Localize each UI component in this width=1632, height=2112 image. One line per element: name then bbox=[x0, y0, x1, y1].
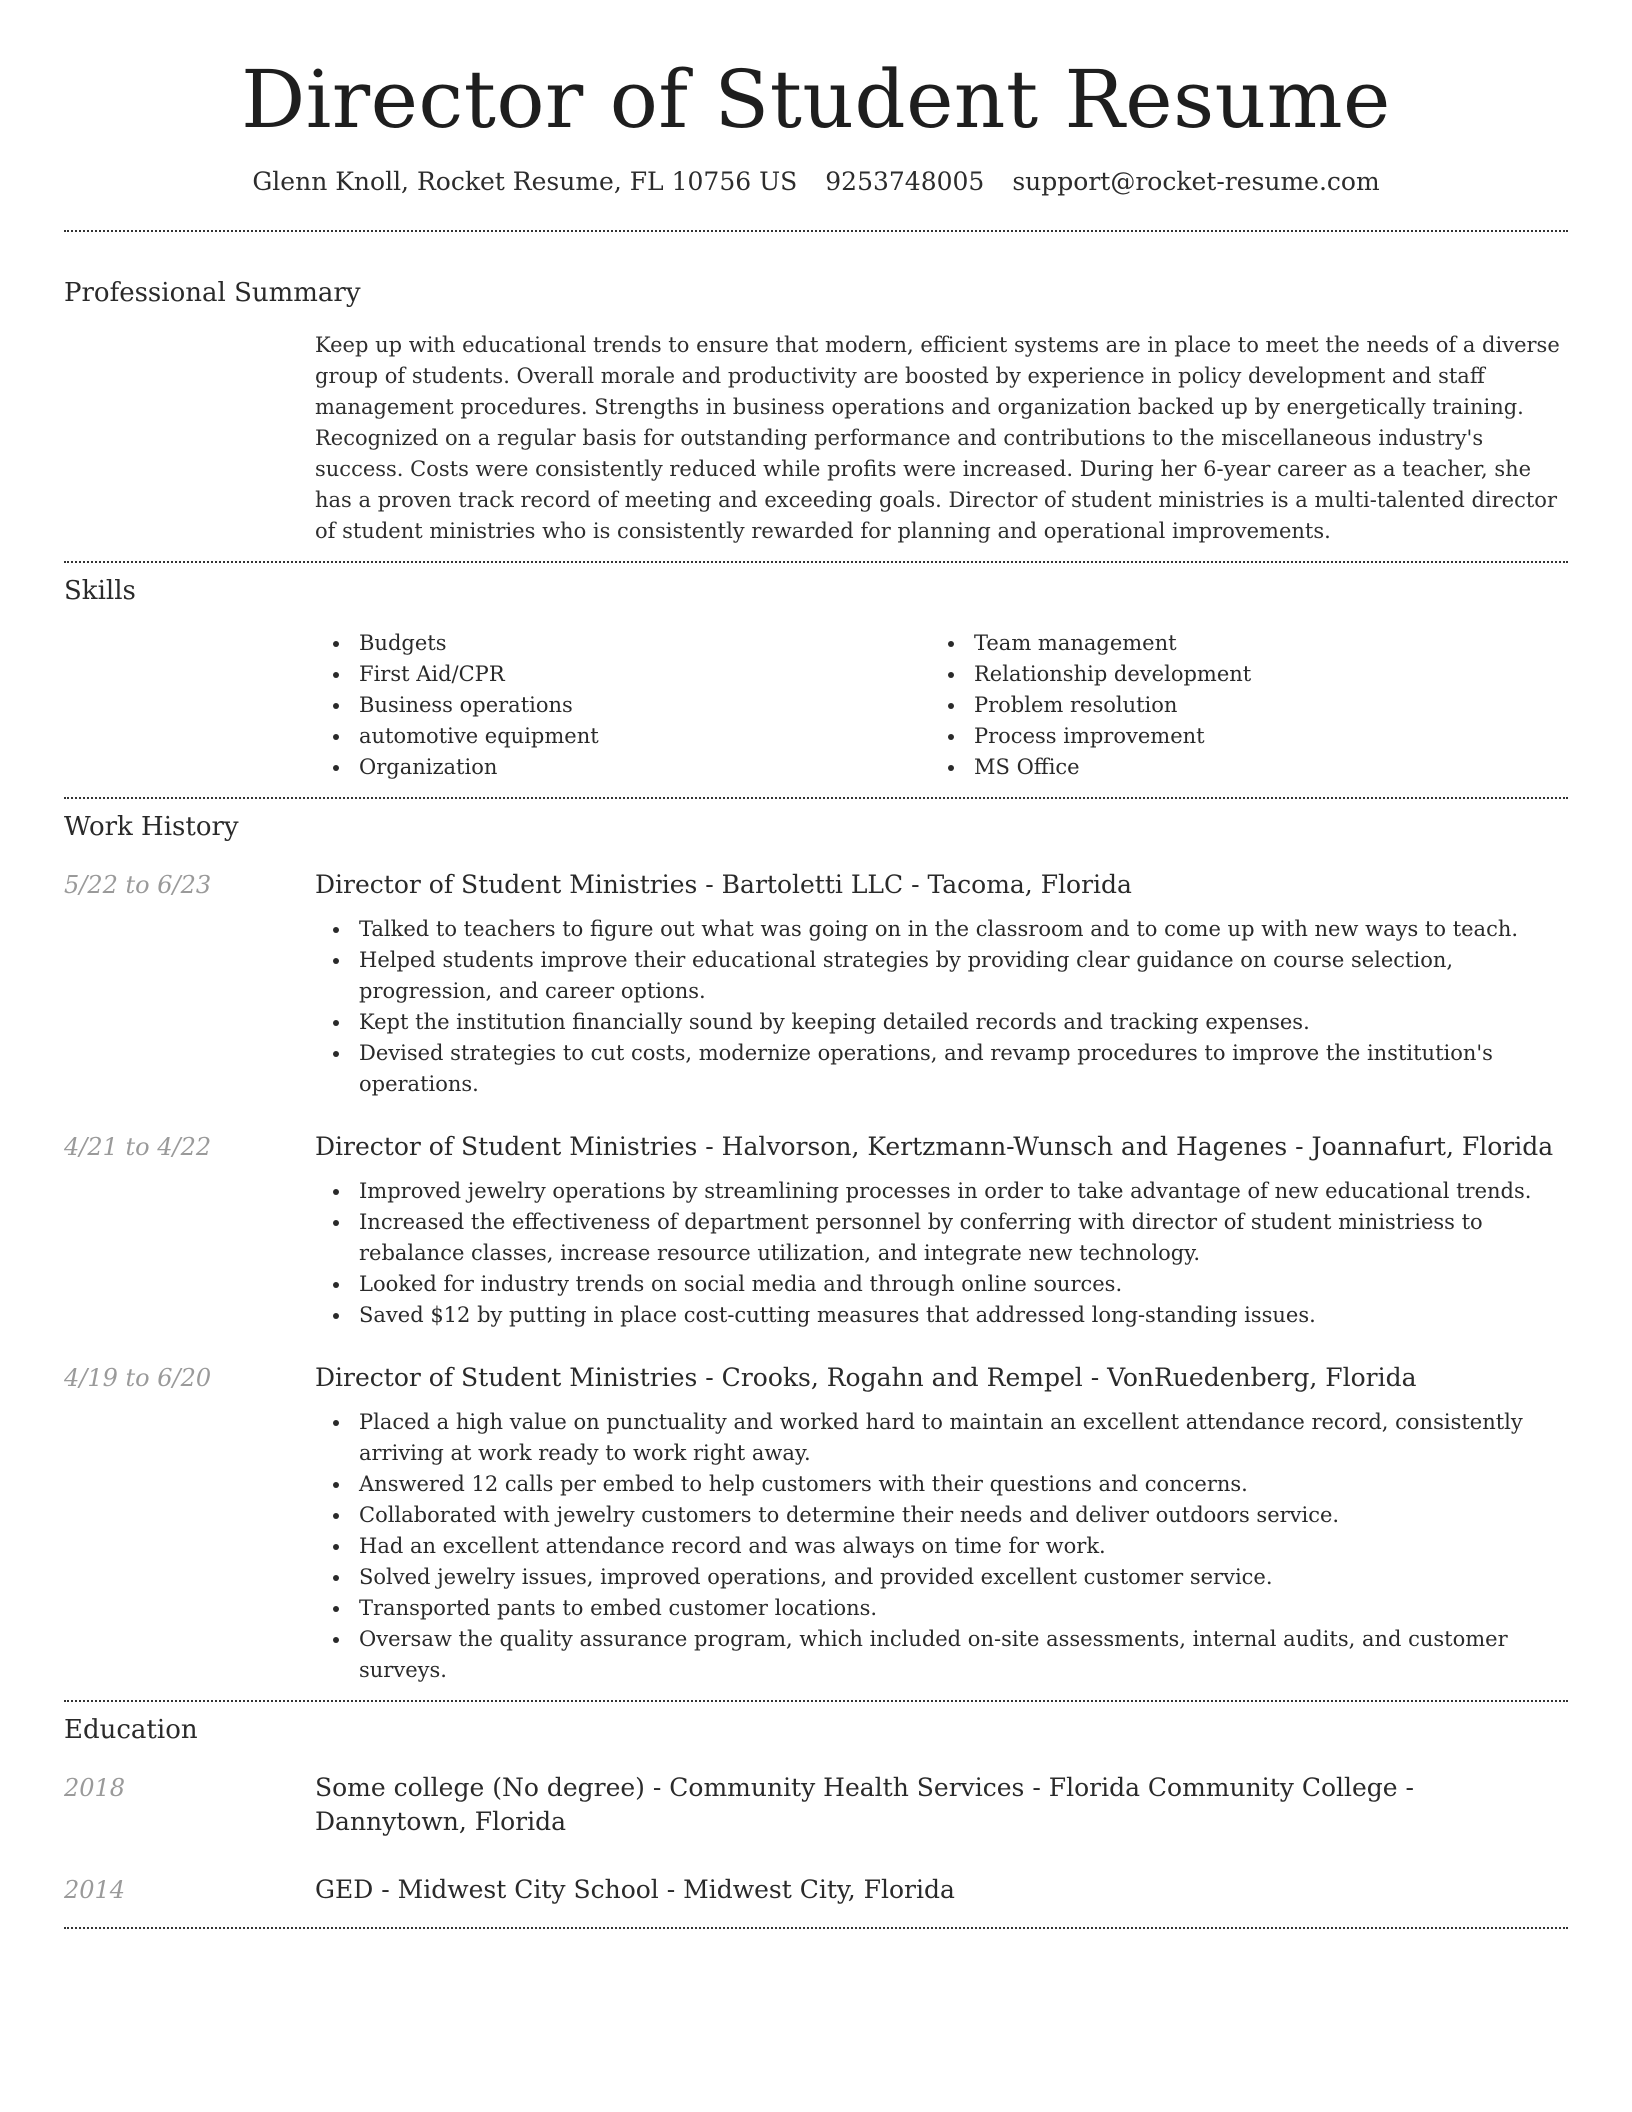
education-date: 2014 bbox=[64, 1876, 126, 1904]
skill-item: First Aid/CPR bbox=[315, 659, 930, 690]
work-bullet: Oversaw the quality assurance program, which included on-site assessments, internal audits, and customer surveys. bbox=[315, 1624, 1568, 1686]
work-bullet: Transported pants to embed customer locations. bbox=[315, 1593, 1568, 1624]
work-bullet: Looked for industry trends on social media and through online sources. bbox=[315, 1269, 1568, 1300]
skill-item: Team management bbox=[930, 628, 1545, 659]
job-role: Director of Student Ministries bbox=[315, 1132, 698, 1161]
section-divider bbox=[64, 797, 1568, 799]
work-bullet: Improved jewelry operations by streamlining processes in order to take advantage of new educational trends. bbox=[315, 1176, 1568, 1207]
work-heading bbox=[315, 868, 1568, 902]
work-entry bbox=[64, 1361, 1568, 1686]
job-employer: - Bartoletti LLC - Tacoma, Florida bbox=[697, 870, 1132, 899]
work-bullet: Placed a high value on punctuality and worked hard to maintain an excellent attendance record, consistently arriving at work ready to work right away. bbox=[315, 1407, 1568, 1469]
education-heading: GED - Midwest City School - Midwest City, Florida bbox=[315, 1875, 955, 1904]
work-bullet: Solved jewelry issues, improved operations, and provided excellent customer service. bbox=[315, 1562, 1568, 1593]
work-bullet: Devised strategies to cut costs, modernize operations, and revamp procedures to improve the institution's operations. bbox=[315, 1038, 1568, 1100]
work-date: 5/22 to 6/23 bbox=[64, 871, 212, 899]
work-date: 4/19 to 6/20 bbox=[64, 1364, 212, 1392]
contact-address: Glenn Knoll, Rocket Resume, FL 10756 US bbox=[252, 167, 798, 196]
section-title-work: Work History bbox=[64, 812, 239, 842]
work-bullet: Collaborated with jewelry customers to determine their needs and deliver outdoors service. bbox=[315, 1500, 1568, 1531]
work-entry bbox=[64, 1130, 1568, 1331]
work-bullet: Had an excellent attendance record and was always on time for work. bbox=[315, 1531, 1568, 1562]
section-divider bbox=[64, 1700, 1568, 1702]
work-bullet: Increased the effectiveness of department personnel by conferring with director of student ministriess to rebalance classes, increase resource utilization, and integrate new technology. bbox=[315, 1207, 1568, 1269]
work-bullet: Talked to teachers to figure out what was going on in the classroom and to come up with new ways to teach. bbox=[315, 914, 1568, 945]
skill-item: automotive equipment bbox=[315, 721, 930, 752]
section-divider bbox=[64, 230, 1568, 232]
work-entry bbox=[64, 868, 1568, 1100]
education-heading: Some college (No degree) - Community Health Services - Florida Community College - Dannytown, Florida bbox=[315, 1773, 1414, 1836]
section-title-summary: Professional Summary bbox=[64, 278, 361, 308]
skills-list bbox=[315, 628, 1568, 783]
work-bullets bbox=[315, 1176, 1568, 1331]
education-date: 2018 bbox=[64, 1774, 126, 1802]
section-title-skills: Skills bbox=[64, 576, 136, 606]
work-heading bbox=[315, 1130, 1568, 1164]
resume-title: Director of Student Resume bbox=[241, 53, 1391, 146]
work-bullet: Saved $12 by putting in place cost-cutting measures that addressed long-standing issues. bbox=[315, 1300, 1568, 1331]
skill-item: Process improvement bbox=[930, 721, 1545, 752]
section-divider bbox=[64, 1927, 1568, 1929]
education-body bbox=[315, 1873, 1568, 1907]
job-role: Director of Student Ministries bbox=[315, 1363, 698, 1392]
education-entry bbox=[64, 1771, 1568, 1839]
skills-column-left bbox=[315, 628, 930, 783]
work-heading bbox=[315, 1361, 1568, 1395]
skill-item: MS Office bbox=[930, 752, 1545, 783]
section-divider bbox=[64, 561, 1568, 563]
work-date: 4/21 to 4/22 bbox=[64, 1133, 212, 1161]
work-bullet: Kept the institution financially sound by keeping detailed records and tracking expenses. bbox=[315, 1007, 1568, 1038]
skills-column-right bbox=[930, 628, 1545, 783]
contact-phone: 9253748005 bbox=[825, 167, 985, 196]
section-title-education: Education bbox=[64, 1715, 198, 1745]
work-bullet: Helped students improve their educational strategies by providing clear guidance on course selection, progression, and career options. bbox=[315, 945, 1568, 1007]
work-body bbox=[315, 1361, 1568, 1686]
work-bullet: Answered 12 calls per embed to help customers with their questions and concerns. bbox=[315, 1469, 1568, 1500]
work-body bbox=[315, 1130, 1568, 1331]
education-body bbox=[315, 1771, 1568, 1839]
work-bullets bbox=[315, 914, 1568, 1100]
skill-item: Budgets bbox=[315, 628, 930, 659]
skill-item: Relationship development bbox=[930, 659, 1545, 690]
job-role: Director of Student Ministries bbox=[315, 870, 698, 899]
work-bullets bbox=[315, 1407, 1568, 1686]
skill-item: Business operations bbox=[315, 690, 930, 721]
work-body bbox=[315, 868, 1568, 1100]
skill-item: Problem resolution bbox=[930, 690, 1545, 721]
summary-text: Keep up with educational trends to ensure that modern, efficient systems are in place to meet the needs of a diverse group of students. Overall morale and productivity are boosted by experience in policy development and staff management procedures. Strengths in business operations and organization backed up by energetically training. Recognized on a regular basis for outstanding performance and contributions to the miscellaneous industry's success. Costs were consistently reduced while profits were increased. During her 6-year career as a teacher, she has a proven track record of meeting and exceeding goals. Director of student ministries is a multi-talented director of student ministries who is consistently rewarded for planning and operational improvements. bbox=[315, 333, 1560, 543]
job-employer: - Crooks, Rogahn and Rempel - VonRuedenberg, Florida bbox=[697, 1363, 1417, 1392]
contact-email: support@rocket-resume.com bbox=[1012, 167, 1380, 196]
skill-item: Organization bbox=[315, 752, 930, 783]
education-entry bbox=[64, 1873, 1568, 1907]
job-employer: - Halvorson, Kertzmann-Wunsch and Hagenes - Joannafurt, Florida bbox=[697, 1132, 1554, 1161]
contact-line bbox=[64, 164, 1568, 200]
